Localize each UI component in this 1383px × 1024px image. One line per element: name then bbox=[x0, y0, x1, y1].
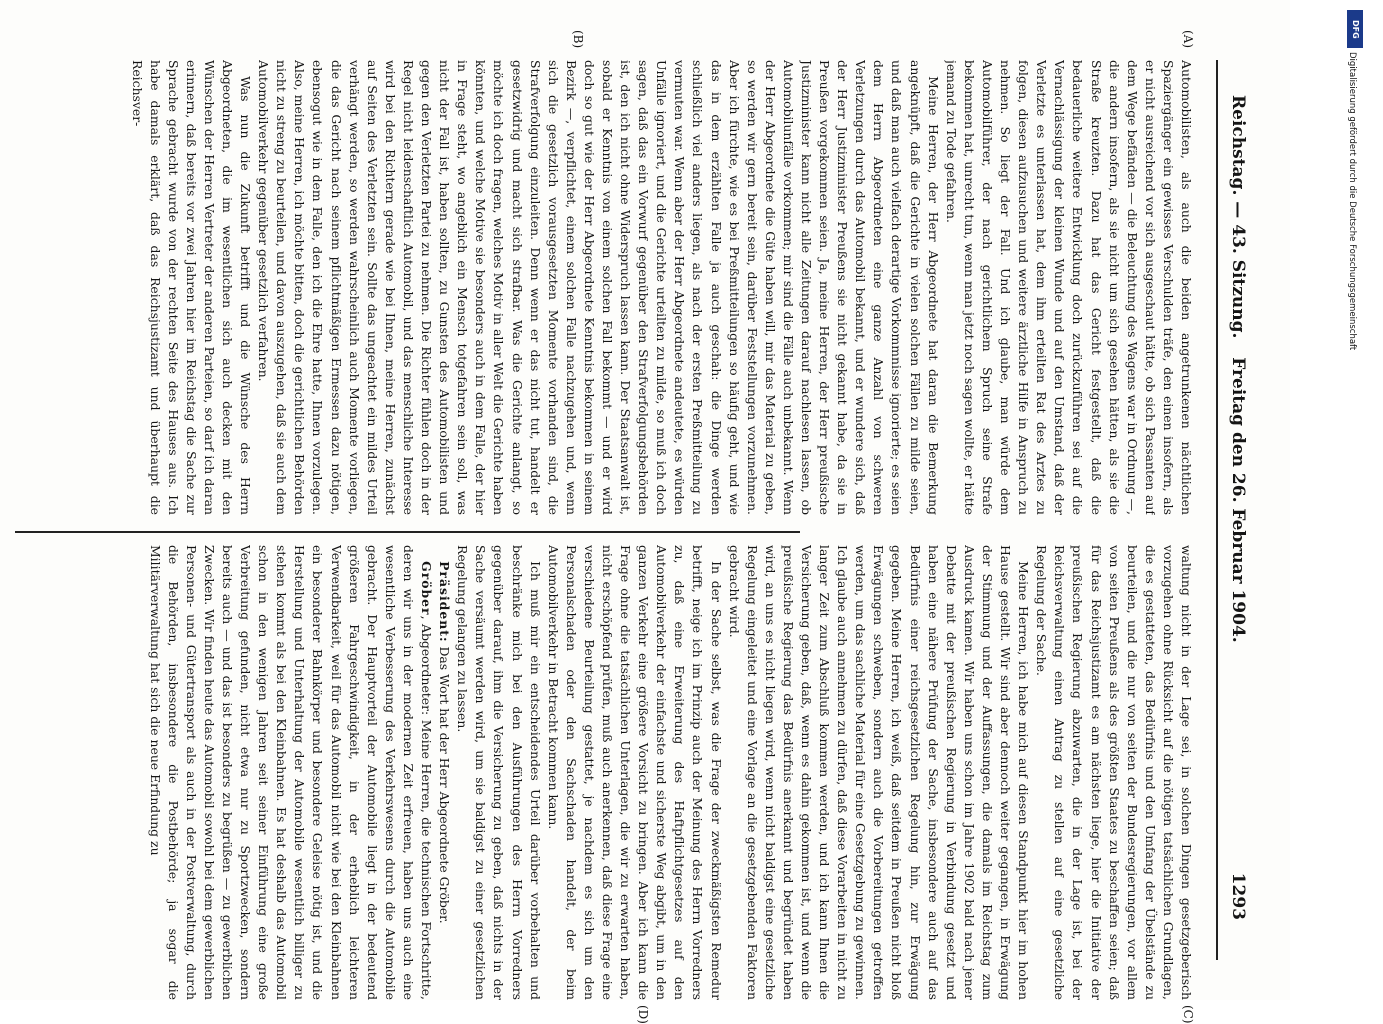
page-header bbox=[1218, 40, 1248, 960]
header-date: Freitag den 26. Februar 1904. bbox=[1228, 357, 1248, 643]
header-page-number: 1293 bbox=[1228, 872, 1248, 920]
speaker-paragraph: Gröber, Abgeordneter: Meine Herren, die technischen Fortschritte, deren wir uns in der modernen Zeit erfreuen, haben uns auch eine wesentliche Verbesserung des Verkehrswesens durch die Automobile gebracht. Der Hauptvorteil der Automobile liegt in der bedeutend größeren Fahrgeschwindigkeit, in der erheblich leichteren Verwendbarkeit, weil für das Automobil nicht wie bei den Kleinbahnen ein besonderer Bahnkörper und besondere Geleise nötig ist, und die Herstellung und Unterhaltung der Automobile wesentlich billiger zu stehen kommt als bei den Kleinbahnen. Es hat deshalb das Automobil schon in den wenigen Jahren seit seiner Einführung eine große Verbreitung gefunden, nicht etwa nur zu Sportzwecken, sondern bereits auch — und das ist besonders zu begrüßen — zu gewerblichen Zwecken. Wir finden heute das Automobil sowohl bei dem gewerblichen Personen- und Gütertransport als auch in der Postverwaltung, durch die Behörden, insbesondere die Postbehörde; ja sogar die Militärverwaltung hat sich die neue Erfindung zu bbox=[147, 545, 435, 1000]
paragraph: Was nun die Zukunft betrifft und die Wünsche des Herrn Abgeordneten, die im wesentlichen sich auch decken mit den Wünschen der Herren Vertreter der anderen Parteien, so darf ich daran erinnern, daß bereits vor zwei Jahren hier im Reichstag die Sache zur Sprache gebracht wurde von der rechten Seite des Hauses aus. Ich habe damals erklärt, daß das Reichsjustizamt und überhaupt die Reichsver- bbox=[129, 60, 254, 515]
right-column bbox=[15, 545, 1195, 1000]
digitization-credit-text: Digitalisierung gefördert durch die Deutsche Forschungsgemeinschaft bbox=[1347, 52, 1357, 351]
margin-marker-d: (D) bbox=[636, 1005, 650, 1024]
dfg-logo-icon: DFG bbox=[1347, 10, 1363, 48]
margin-marker-a: (A) bbox=[1181, 30, 1195, 49]
left-column bbox=[15, 60, 1195, 515]
paragraph: Meine Herren, der Herr Abgeordnete hat daran die Bemerkung angeknüpft, daß die Gerichte in vielen solchen Fällen zu milde seien, und daß man auch vielfach derartige Vorkommnisse ignorierte; es seien dem Herrn Abgeordneten eine ganze Anzahl von schweren Verletzungen durch das Automobil bekannt, und er wundere sich, daß der Herr Justizminister Preußens sie nicht gekannt habe, da sie in Preußen vorgekommen seien. Ja, meine Herren, der Herr preußische Justizminister kann nicht alle Zeitungen darauf nachlesen lassen, ob Automobilunfälle vorkommen; mir sind die Fälle auch unbekannt. Wenn der Herr Abgeordnete die Güte haben will, mir das Material zu geben, so werden wir gern bereit sein, darüber Feststellungen vorzunehmen. Aber ich fürchte, wie es bei Preßmitteilungen so häufig geht, und wie das in dem erzählten Falle ja auch geschah: die Dinge werden schließlich viel anders liegen, als nach der ersten Preßmitteilung zu vermuten war. Wenn aber der Herr Abgeordnete andeutete, es würden Unfälle ignoriert, und die Gerichte urteilten zu milde, so muß ich doch sagen, daß das ein Vorwurf gegenüber den Strafverfolgungsbehörden ist, den ich nicht ohne Widerspruch lassen kann. Der Staatsanwalt ist, sobald er Kenntnis von einem solchen Fall bekommt — und er wird doch so gut wie der Herr Abgeordnete Kenntnis bekommen in seinem Bezirk —, verpflichtet, einem solchen Falle nachzugehen und, wenn sich die gesetzlich vorausgesetzten Momente vorhanden sind, die Strafverfolgung einzuleiten. Denn wenn er das nicht tut, handelt er gesetzwidrig und macht sich strafbar. Was die Gerichte anlangt, so möchte ich doch fragen, welches Motiv in aller Welt die Gerichte haben könnten, und welche Motive sie besonders auch in dem Falle, der hier in Frage steht, wo angeblich ein Mensch totgefahren sein soll, was nicht der Fall ist, haben sollten, zu Gunsten des Automobilisten und gegen den Verletzten Partei zu nehmen. Die Richter fühlen doch in der Regel nicht leidenschaftlich Automobil, und das menschliche Interesse wird bei den Richtern gerade wie bei Ihnen, meine Herren, zunächst auf Seiten des Verletzten sein. Sollte das ungeachtet ein mildes Urteil verhängt werden, so werden wahrscheinlich auch Momente vorliegen, die das Gericht nach seinem pflichtmäßigen Ermessen dazu nötigen, ebensogut wie in dem Falle, den ich die Ehre hatte, Ihnen vorzulegen. Also, meine Herren, ich möchte bitten, doch die gerichtlichen Behörden nicht zu streng zu beurteilen, und davon auszugehen, daß sie auch dem Automobilverkehr gegenüber gesetzlich verfahren. bbox=[256, 60, 941, 515]
speaker-name: Präsident: bbox=[437, 561, 453, 643]
margin-marker-b: (B) bbox=[571, 30, 585, 49]
paragraph: Ich muß mir ein entscheidendes Urteil darüber vorbehalten und beschränke mich bei den Ausführungen des Herrn Vorredners gegenüber darauf, ihm die Versicherung zu geben, daß nichts in der Sache versäumt werden wird, um sie baldigst zu einer gesetzlichen Regelung gelangen zu lassen. bbox=[455, 545, 543, 1000]
speaker-name: Gröber bbox=[419, 561, 435, 616]
header-session: Reichstag. — 43. Sitzung. bbox=[1228, 95, 1248, 339]
president-paragraph: Präsident: Das Wort hat der Herr Abgeordnete Gröber. bbox=[437, 561, 453, 924]
paragraph: Meine Herren, ich habe mich auf diesen Standpunkt hier im hohen Hause gestellt. Wir sind aber dennoch weiter gegangen, in Erwägung der Stimmung und der Auffassungen, die damals im Reichstag zum Ausdruck kamen. Wir haben uns schon im Jahre 1902 bald nach jener Debatte mit der preußischen Regierung in Verbindung gesetzt und haben eine nähere Prüfung der Sache, insbesondere auch auf das Bedürfnis einer reichsgesetzlichen Regelung hin, zur Erwägung gegeben. Meine Herren, ich weiß, daß seitdem in Preußen nicht bloß Erwägungen schweben, sondern auch die Vorbereitungen getroffen werden, um das sachliche Material für eine Gesetzgebung zu gewinnen. Ich glaube auch annehmen zu dürfen, daß diese Vorarbeiten in nicht zu langer Zeit zum Abschluß kommen werden, und ich kann Ihnen die Versicherung geben, daß, wenn es dahin gekommen ist, und wenn die preußische Regierung das Bedürfnis anerkannt und begründet haben wird, an uns es nicht liegen wird, wenn nicht baldigst eine gesetzliche Regelung eingeleitet und eine Vorlage an die gesetzgebenden Faktoren gebracht wird. bbox=[726, 545, 1032, 1000]
digitization-credit bbox=[1347, 10, 1371, 610]
column-divider bbox=[15, 531, 800, 533]
paragraph: Automobilisten, als auch die beiden angetrunkenen nächtlichen Spaziergänger ein gewisses Verschulden träfe, den einen insofern, als er nicht ausreichend vor sich ausgeschaut hätte, ob sich Passanten auf dem Wege befänden — die Beleuchtung des Wagens war in Ordnung —, die andern insofern, als sie nicht um sich gesehen hätten, als sie die Straße kreuzten. Dazu hat das Gericht festgestellt, daß die bedauerliche weitere Entwicklung doch zurückzuführen sei auf die Vernachlässigung der kleinen Wunde und auf den Umstand, daß der Verletzte es unterlassen hat, dem ihm erteilten Rat des Arztes zu folgen, diesen aufzusuchen und weitere ärztliche Hilfe in Anspruch zu nehmen. So liegt der Fall. Und ich glaube, man würde dem Automobilführer, der nach gerichtlichem Spruch seine Strafe bekommen hat, unrecht tun, wenn man jetzt noch sagen wollte, er hätte jemand zu Tode gefahren. bbox=[943, 60, 1194, 515]
paragraph: waltung nicht in der Lage sei, in solchen Dingen gesetzgeberisch vorzugehen ohne Rücksicht auf die nötigen tatsächlichen Grundlagen, die es gestatteten, das Bedürfnis und den Umfang der Übelstände zu beurteilen, und die nur von seiten der Bundesregierungen, vor allem von seiten Preußens als des größten Staates zu beschaffen seien; daß für das Reichsjustizamt es am nächsten liege, hier die Initiative der preußischen Regierung abzuwarten, die in der Lage ist, bei der Reichsverwaltung einen Antrag zu stellen auf eine gesetzliche Regelung der Sache. bbox=[1034, 545, 1194, 1000]
margin-marker-c: (C) bbox=[1181, 1005, 1195, 1024]
header-rule bbox=[1216, 60, 1218, 960]
paragraph: In der Sache selbst, was die Frage der zweckmäßigsten Remedur betrifft, neige ich im Prinzip auch der Meinung des Herrn Vorredners zu, daß eine Erweiterung des Haftpflichtgesetzes auf den Automobilverkehr der einfachste und sicherste Weg abgibt, um in den ganzen Verkehr eine größere Vorsicht zu bringen. Aber ich kann die Frage ohne die tatsächlichen Unterlagen, die wir zu erwarten haben, nicht erschöpfend prüfen, muß auch anerkennen, daß diese Frage eine verschiedene Beurteilung gestattet, je nachdem es sich um den Personalschaden oder den Sachschaden handelt, der beim Automobilverkehr in Betracht kommen kann. bbox=[545, 545, 724, 1000]
